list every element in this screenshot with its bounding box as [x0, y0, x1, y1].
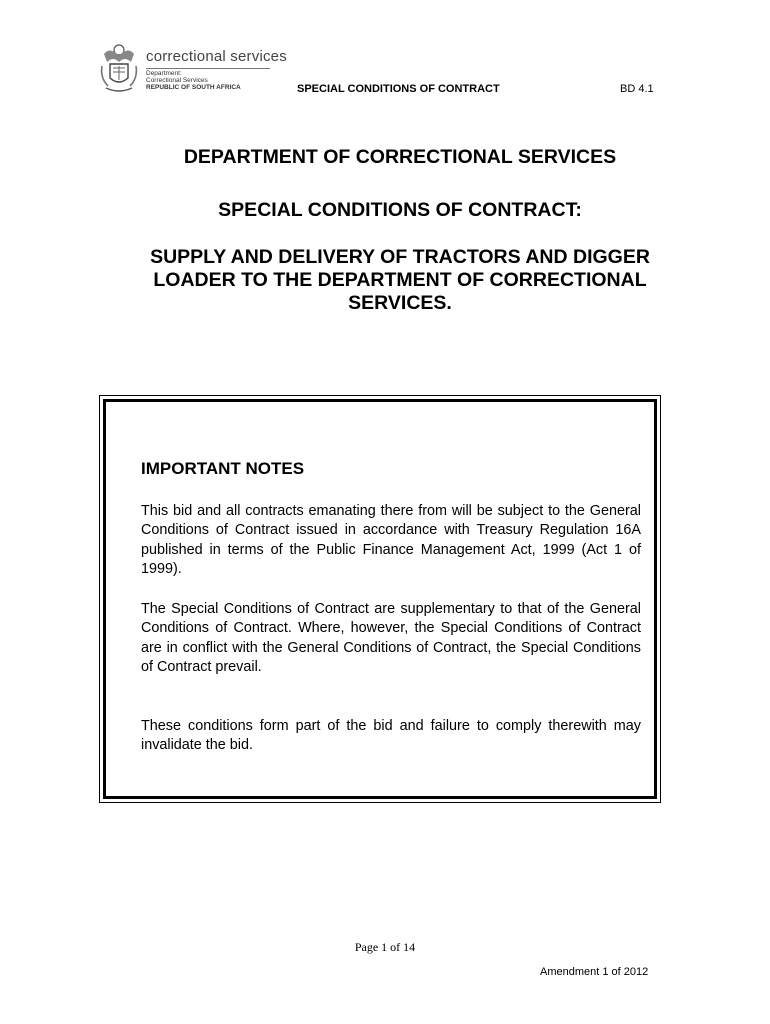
logo-line-republic: REPUBLIC OF SOUTH AFRICA [146, 84, 241, 91]
logo-divider [146, 68, 270, 69]
page-number: Page 1 of 14 [354, 940, 416, 954]
supply-title: SUPPLY AND DELIVERY OF TRACTORS AND DIGGER LOADER TO THE DEPARTMENT OF CORRECTIONAL SERVICES. [150, 246, 650, 314]
important-notes-heading: IMPORTANT NOTES [141, 459, 305, 478]
notes-paragraph-3: These conditions form part of the bid and failure to comply therewith may invalidate the bid. [141, 718, 641, 754]
logo-line-department: Department: [146, 70, 182, 77]
coat-of-arms-icon [98, 42, 140, 94]
department-logo [98, 40, 287, 100]
header-document-code: BD 4.1 [620, 83, 654, 95]
important-notes-inner-frame [103, 399, 657, 799]
important-notes-box [99, 395, 661, 803]
amendment-note: Amendment 1 of 2012 [540, 966, 649, 978]
header-document-title: SPECIAL CONDITIONS OF CONTRACT [297, 83, 500, 95]
department-title: DEPARTMENT OF CORRECTIONAL SERVICES [183, 146, 617, 168]
logo-line-correctional: Correctional Services [146, 77, 208, 84]
notes-paragraph-1: This bid and all contracts emanating there from will be subject to the General Conditions of Contract issued in accordance with Treasury Regulation 16A published in terms of the Public Finance Management Act, 1999 (Act 1 of 1999). [141, 503, 641, 577]
contract-title: SPECIAL CONDITIONS OF CONTRACT: [218, 199, 582, 221]
notes-paragraph-2: The Special Conditions of Contract are supplementary to that of the General Conditions of Contract. Where, however, the Special Conditions of Contract are in conflict with the General Conditions of Contract, the Special Conditions of Contract prevail. [141, 601, 641, 675]
logo-name: correctional services [146, 48, 287, 65]
